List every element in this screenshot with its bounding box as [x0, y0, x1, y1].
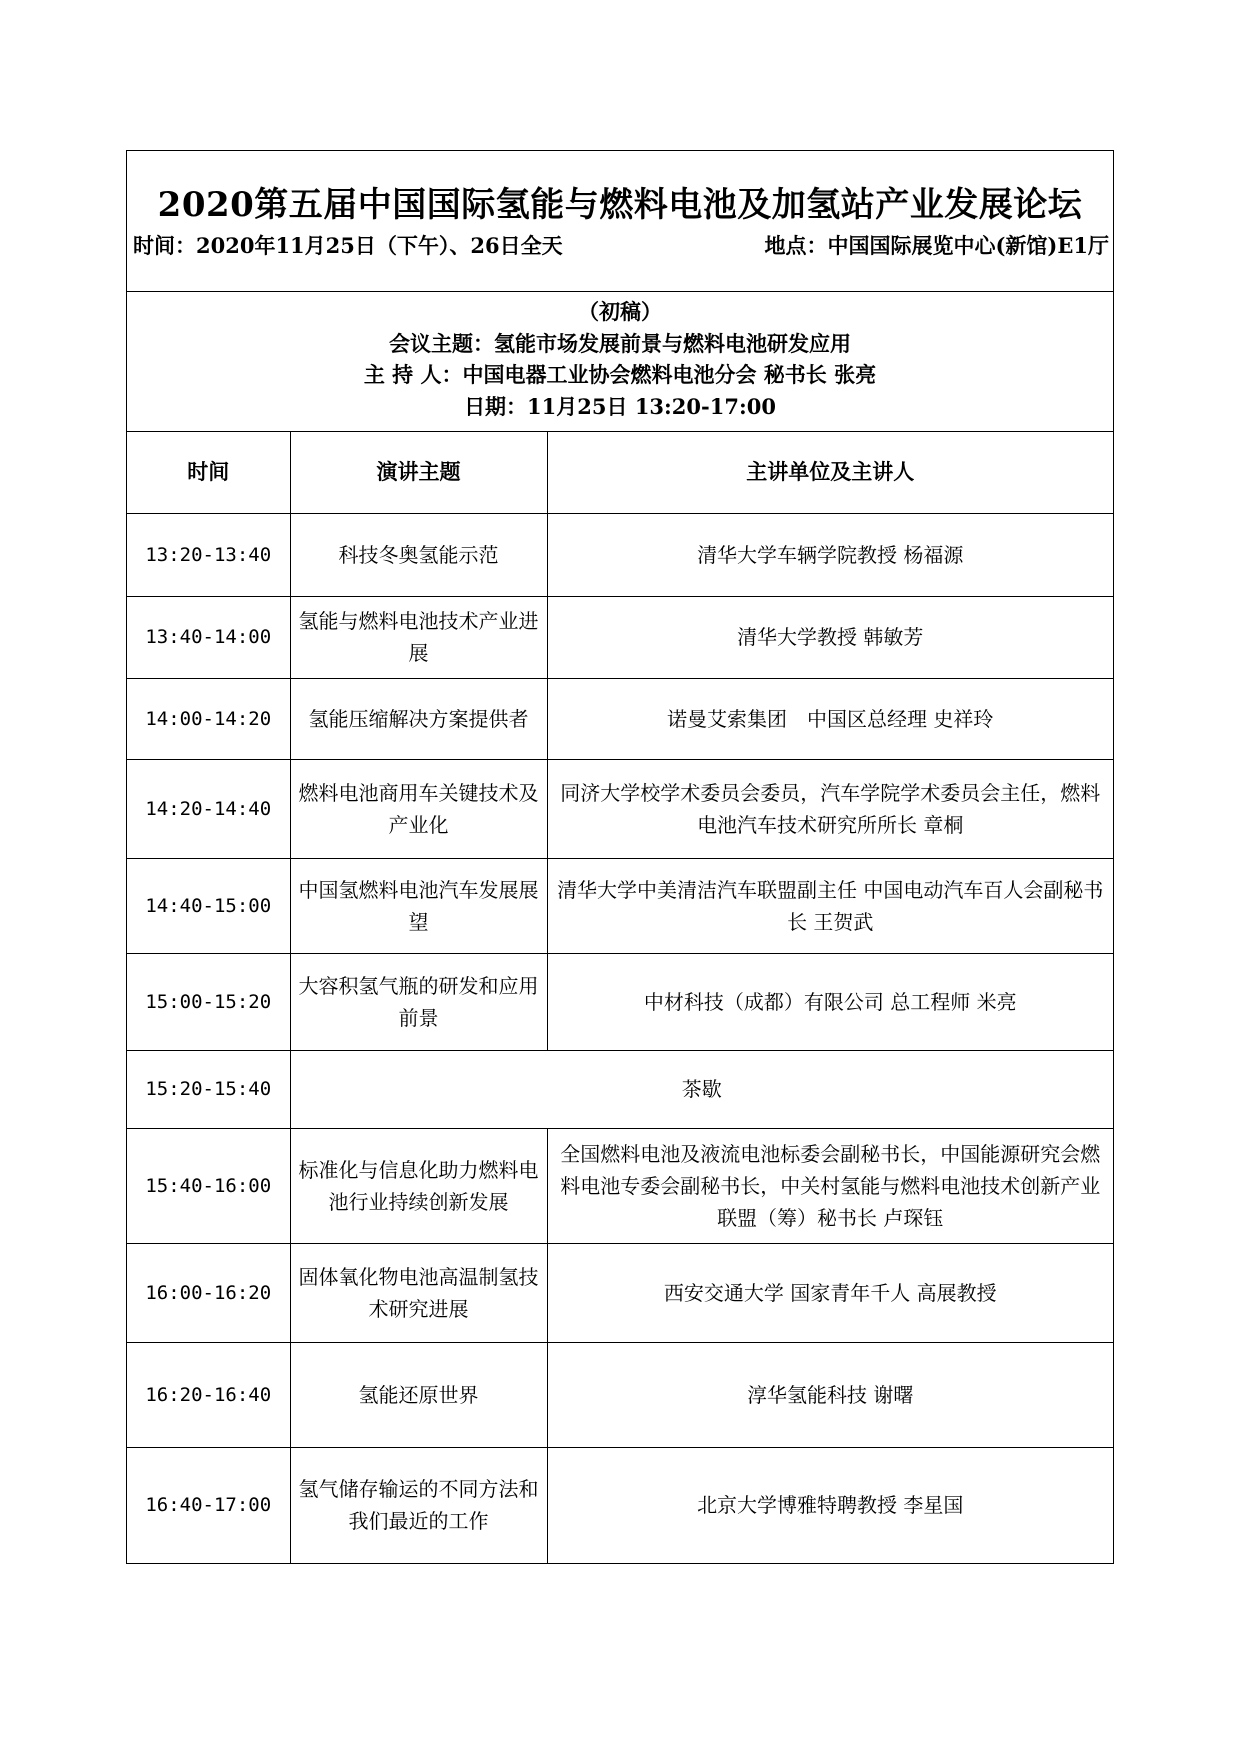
row-speaker: 西安交通大学 国家青年千人 高展教授: [547, 1243, 1113, 1342]
time-label: 时间：2020年11月25日（下午）、26日全天: [133, 233, 563, 258]
table-row: [127, 858, 1113, 953]
table-row: [127, 1128, 1113, 1243]
row-time: 16:20-16:40: [127, 1342, 290, 1447]
row-topic: 氢能还原世界: [290, 1342, 547, 1447]
row-speaker: 清华大学中美清洁汽车联盟副主任 中国电动汽车百人会副秘书长 王贺武: [547, 858, 1113, 953]
meeting-host: 主 持 人：中国电器工业协会燃料电池分会 秘书长 张亮: [363, 362, 877, 387]
table-row: [127, 678, 1113, 759]
meeting-date: 日期：11月25日 13:20-17:00: [464, 393, 776, 419]
row-speaker: 同济大学校学术委员会委员，汽车学院学术委员会主任，燃料电池汽车技术研究所所长 章桐: [547, 759, 1113, 858]
row-speaker: 中材科技（成都）有限公司 总工程师 米亮: [547, 953, 1113, 1050]
row-speaker: 北京大学博雅特聘教授 李星国: [547, 1447, 1113, 1563]
break-label: 茶歇: [290, 1050, 1113, 1128]
table-row: [127, 1447, 1113, 1563]
row-time: 14:40-15:00: [127, 858, 290, 953]
row-speaker: 清华大学车辆学院教授 杨福源: [547, 513, 1113, 596]
table-row: [127, 759, 1113, 858]
row-time: 15:20-15:40: [127, 1050, 290, 1128]
row-topic: 中国氢燃料电池汽车发展展望: [290, 858, 547, 953]
column-header-topic: 演讲主题: [290, 432, 547, 513]
row-topic: 氢气储存输运的不同方法和我们最近的工作: [290, 1447, 547, 1563]
row-topic: 氢能与燃料电池技术产业进展: [290, 596, 547, 678]
column-header-time: 时间: [127, 432, 290, 513]
agenda-sheet: [126, 150, 1114, 1564]
break-row: [127, 1050, 1113, 1128]
column-header-speaker: 主讲单位及主讲人: [547, 432, 1113, 513]
row-topic: 氢能压缩解决方案提供者: [290, 678, 547, 759]
time-place-row: [127, 227, 1113, 261]
row-time: 13:40-14:00: [127, 596, 290, 678]
row-time: 14:00-14:20: [127, 678, 290, 759]
table-row: [127, 596, 1113, 678]
row-topic: 科技冬奥氢能示范: [290, 513, 547, 596]
row-topic: 固体氧化物电池高温制氢技术研究进展: [290, 1243, 547, 1342]
meeting-info: [127, 292, 1113, 432]
forum-title: 2020第五届中国国际氢能与燃料电池及加氢站产业发展论坛: [157, 185, 1083, 225]
row-topic: 标准化与信息化助力燃料电池行业持续创新发展: [290, 1128, 547, 1243]
row-speaker: 清华大学教授 韩敏芳: [547, 596, 1113, 678]
row-topic: 燃料电池商用车关键技术及产业化: [290, 759, 547, 858]
table-header-row: [127, 432, 1113, 513]
row-speaker: 淳华氢能科技 谢曙: [547, 1342, 1113, 1447]
draft-label: （初稿）: [578, 299, 662, 324]
row-speaker: 全国燃料电池及液流电池标委会副秘书长，中国能源研究会燃料电池专委会副秘书长，中关村氢能与燃料电池技术创新产业联盟（筹）秘书长 卢琛钰: [547, 1128, 1113, 1243]
table-row: [127, 1342, 1113, 1447]
table-row: [127, 953, 1113, 1050]
agenda-table: [127, 432, 1113, 1563]
header-block: [127, 151, 1113, 292]
table-row: [127, 513, 1113, 596]
row-time: 16:40-17:00: [127, 1447, 290, 1563]
row-time: 14:20-14:40: [127, 759, 290, 858]
row-topic: 大容积氢气瓶的研发和应用前景: [290, 953, 547, 1050]
row-time: 13:20-13:40: [127, 513, 290, 596]
row-speaker: 诺曼艾索集团 中国区总经理 史祥玲: [547, 678, 1113, 759]
place-label: 地点：中国国际展览中心(新馆)E1厅: [764, 233, 1109, 258]
table-row: [127, 1243, 1113, 1342]
row-time: 15:40-16:00: [127, 1128, 290, 1243]
row-time: 16:00-16:20: [127, 1243, 290, 1342]
meeting-theme: 会议主题：氢能市场发展前景与燃料电池研发应用: [389, 330, 851, 356]
row-time: 15:00-15:20: [127, 953, 290, 1050]
